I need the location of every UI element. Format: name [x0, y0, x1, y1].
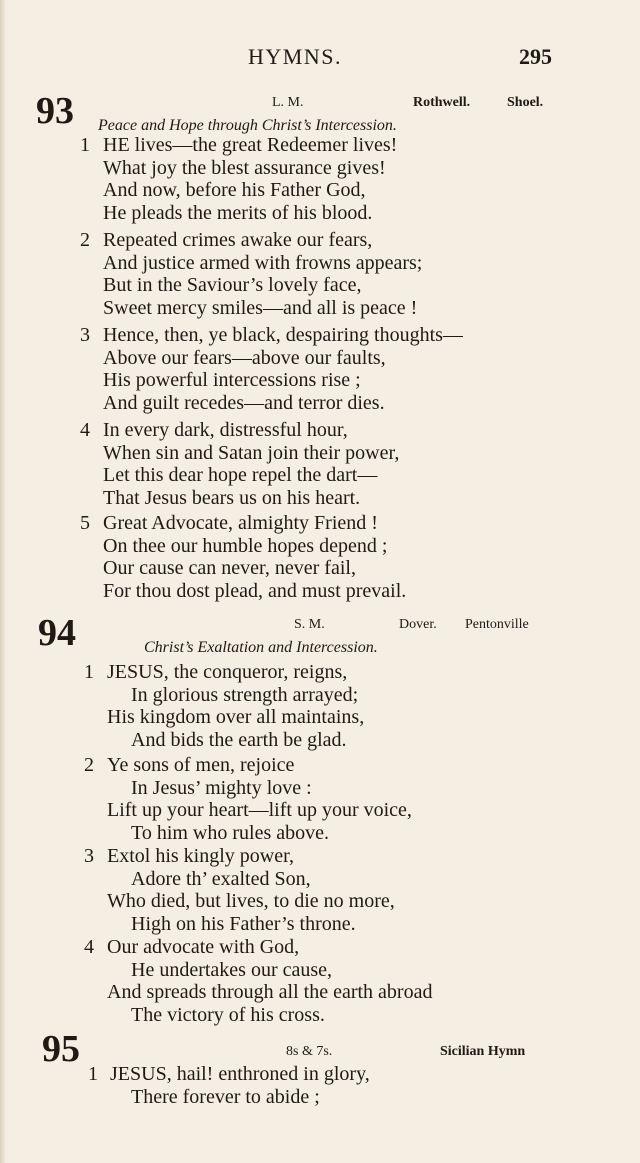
verse-line: Sweet mercy smiles—and all is peace !	[103, 296, 418, 319]
verse-line: For thou dost plead, and must prevail.	[103, 579, 407, 602]
verse-line: What joy the blest assurance gives!	[103, 156, 386, 179]
verse-number: 2	[80, 229, 90, 251]
verse-number: 5	[80, 512, 90, 534]
verse-line: Extol his kingly power,	[107, 845, 294, 867]
verse-line: Ye sons of men, rejoice	[107, 754, 295, 776]
tune-name-alt: Pentonville	[465, 617, 529, 632]
verse-line: He undertakes our cause,	[131, 958, 333, 981]
verse-line: In glorious strength arrayed;	[131, 683, 359, 706]
verse-line: Adore th’ exalted Son,	[131, 867, 311, 890]
hymn-meter: L. M.	[272, 95, 304, 110]
verse-line: Repeated crimes awake our fears,	[103, 229, 373, 251]
verse-number: 1	[80, 134, 90, 156]
hymn-meter: 8s & 7s.	[286, 1044, 333, 1059]
hymn-subtitle: Christ’s Exaltation and Intercession.	[144, 639, 378, 656]
verse-line: Who died, but lives, to die no more,	[107, 890, 395, 912]
verse-line: Our cause can never, never fail,	[103, 557, 356, 579]
verse-line: And guilt recedes—and terror dies.	[103, 391, 385, 414]
verse-line: On thee our humble hopes depend ;	[103, 534, 388, 557]
tune-name: Dover.	[399, 617, 437, 632]
verse-line: His kingdom over all maintains,	[107, 706, 365, 728]
hymn-number: 95	[42, 1028, 80, 1070]
verse-line: In Jesus’ mighty love :	[131, 776, 312, 799]
tune-name-alt: Shoel.	[507, 95, 544, 110]
verse-line: That Jesus bears us on his heart.	[103, 486, 361, 509]
hymn-number: 94	[38, 612, 76, 654]
hymn-number: 93	[36, 90, 74, 132]
verse-line: And bids the earth be glad.	[131, 728, 347, 751]
verse-line: HE lives—the great Redeemer lives!	[103, 134, 398, 156]
verse-line: Let this dear hope repel the dart—	[103, 464, 378, 486]
verse-number: 4	[80, 419, 90, 441]
running-title: HYMNS.	[248, 44, 342, 69]
verse-line: Hence, then, ye black, despairing thoughts—	[103, 324, 463, 346]
tune-name: Rothwell.	[413, 95, 471, 110]
hymn-meter: S. M.	[294, 617, 325, 632]
verse-number: 3	[80, 324, 90, 346]
verse-number: 2	[84, 754, 94, 776]
verse-line: To him who rules above.	[131, 821, 330, 844]
verse-line: When sin and Satan join their power,	[103, 441, 400, 464]
verse-line: He pleads the merits of his blood.	[103, 201, 373, 224]
verse-line: JESUS, the conqueror, reigns,	[107, 661, 348, 683]
page-number: 295	[519, 44, 552, 69]
verse-line: Great Advocate, almighty Friend !	[103, 512, 378, 534]
verse-number: 1	[84, 661, 94, 683]
verse-line: Our advocate with God,	[107, 936, 300, 958]
tune-name: Sicilian Hymn	[440, 1044, 526, 1059]
verse-number: 1	[88, 1063, 98, 1085]
verse-line: His powerful intercessions rise ;	[103, 369, 361, 391]
verse-line: JESUS, hail! enthroned in glory,	[110, 1063, 370, 1085]
verse-line: And now, before his Father God,	[103, 179, 366, 201]
hymn-subtitle: Peace and Hope through Christ’s Intercession.	[98, 117, 397, 134]
verse-line: High on his Father’s throne.	[131, 912, 356, 935]
verse-number: 3	[84, 845, 94, 867]
page-edge-shadow	[0, 0, 6, 1163]
verse-line: There forever to abide ;	[131, 1085, 320, 1108]
running-head	[0, 44, 640, 74]
verse-line: Lift up your heart—lift up your voice,	[107, 799, 412, 821]
verse-line: The victory of his cross.	[131, 1003, 325, 1026]
verse-line: And justice armed with frowns appears;	[103, 251, 423, 274]
verse-line: In every dark, distressful hour,	[103, 419, 348, 441]
verse-number: 4	[84, 936, 94, 958]
verse-line: But in the Saviour’s lovely face,	[103, 274, 362, 296]
verse-line: Above our fears—above our faults,	[103, 346, 386, 369]
verse-line: And spreads through all the earth abroad	[107, 981, 433, 1003]
